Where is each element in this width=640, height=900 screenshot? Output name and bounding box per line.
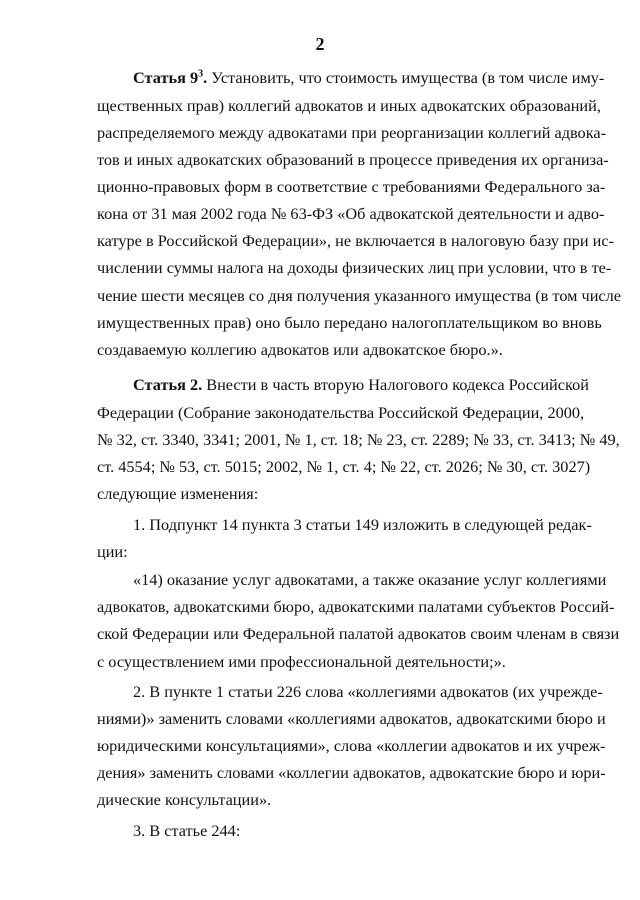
text-line: «14) оказание услуг адвокатами, а также оказание услуг коллегиями [133,570,607,589]
text-line: катуре в Российской Федерации», не включается в налоговую базу при ис- [97,231,615,250]
text-line: имущественных прав) оно было передано налогоплательщиком во вновь [97,313,602,332]
text-line: Федерации (Собрание законодательства Российской Федерации, 2000, [97,403,585,422]
text-line: следующие изменения: [97,484,259,503]
text-line: юридическими консультациями», слова «коллегии адвокатов и их учреж- [97,736,606,755]
text-line: с осуществлением ими профессиональной деятельности;». [97,652,506,671]
text-line: распределяемого между адвокатами при реорганизации коллегий адвока- [97,123,607,142]
text-line: тов и иных адвокатских образований в процессе приведения их организа- [97,150,609,169]
text-line: ской Федерации или Федеральной палатой адвокатов своим членам в связи [97,624,620,643]
article-2-heading-line: Статья 2. Внести в часть вторую Налогового кодекса Российской [133,375,589,394]
text-line: создаваемую коллегию адвокатов или адвокатское бюро.». [97,340,503,359]
text-line: кона от 31 мая 2002 года № 63-ФЗ «Об адвокатской деятельности и адво- [97,204,605,223]
text-line: 1. Подпункт 14 пункта 3 статьи 149 изложить в следующей редак- [133,515,592,534]
text-line: чение шести месяцев со дня получения указанного имущества (в том числе [97,286,622,305]
text-line: дения» заменить словами «коллегии адвокатов, адвокатские бюро и юри- [97,763,606,782]
text-line: дические консультации». [97,790,272,809]
text-line: ниями)» заменить словами «коллегиями адвокатов, адвокатскими бюро и [97,709,606,728]
article-title: Статья $9^3$. [133,68,208,87]
text-line: № 32, ст. 3340, 3341; 2001, № 1, ст. 18; № 23, ст. 2289; № 33, ст. 3413; № 49, [97,430,620,449]
text-line: 2. В пункте 1 статьи 226 слова «коллегиями адвокатов (их учрежде- [133,682,603,701]
article-9-3-heading-line: Статья $9^3$. Установить, что стоимость имущества (в том числе иму- [133,68,605,87]
text-line: ционно-правовых форм в соответствие с требованиями Федерального за- [97,177,606,196]
article-title: Статья 2. [133,375,203,394]
page-number: 2 [315,34,325,54]
text-line: щественных прав) коллегий адвокатов и иных адвокатских образований, [97,96,601,115]
text-line: ст. 4554; № 53, ст. 5015; 2002, № 1, ст. 4; № 22, ст. 2026; № 30, ст. 3027) [97,457,591,476]
text-line: числении суммы налога на доходы физических лиц при условии, что в те- [97,258,612,277]
text-line: ции: [97,542,128,561]
text-line: адвокатов, адвокатскими бюро, адвокатскими палатами субъектов Россий- [97,597,615,616]
text-line: 3. В статье 244: [133,821,241,840]
